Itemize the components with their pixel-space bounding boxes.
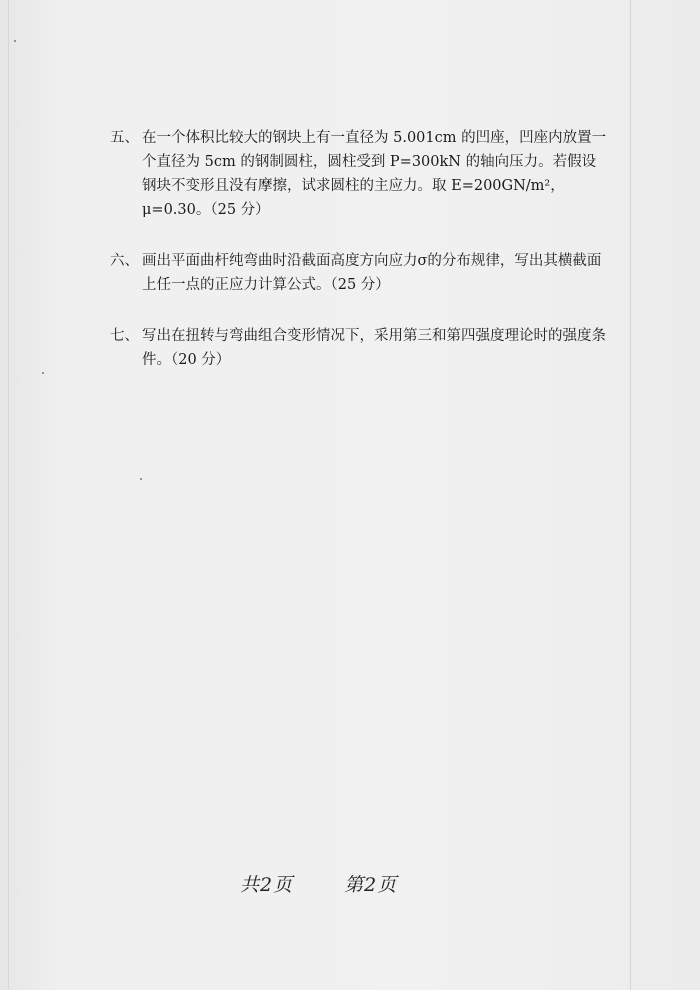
question-7 xyxy=(110,324,610,372)
question-6 xyxy=(110,249,610,297)
scan-speck xyxy=(14,40,16,42)
page-count-footer xyxy=(240,870,441,897)
scan-edge-line xyxy=(8,0,9,990)
question-number: 五、 xyxy=(110,130,139,146)
fold-line xyxy=(630,0,631,990)
total-pages-note: 共2页 xyxy=(240,874,294,896)
current-page-note: 第2页 xyxy=(344,874,398,896)
question-text: 画出平面曲杆纯弯曲时沿截面高度方向应力σ的分布规律，写出其横截面上任一点的正应力计算公式。（25 分） xyxy=(142,253,602,293)
question-number: 六、 xyxy=(110,253,139,269)
question-number: 七、 xyxy=(110,328,139,344)
question-text: 在一个体积比较大的钢块上有一直径为 5.001cm 的凹座，凹座内放置一个直径为 5cm 的钢制圆柱，圆柱受到 P=300kN 的轴向压力。若假设钢块不变形且没有摩擦，试求圆柱的主应力。取 E=200GN/m²，μ=0.30。（25 分） xyxy=(142,130,607,218)
scan-speck xyxy=(42,372,44,374)
question-5 xyxy=(110,126,610,222)
question-list xyxy=(110,126,610,399)
scan-speck xyxy=(140,478,142,480)
question-text: 写出在扭转与弯曲组合变形情况下，采用第三和第四强度理论时的强度条件。（20 分） xyxy=(142,328,606,368)
